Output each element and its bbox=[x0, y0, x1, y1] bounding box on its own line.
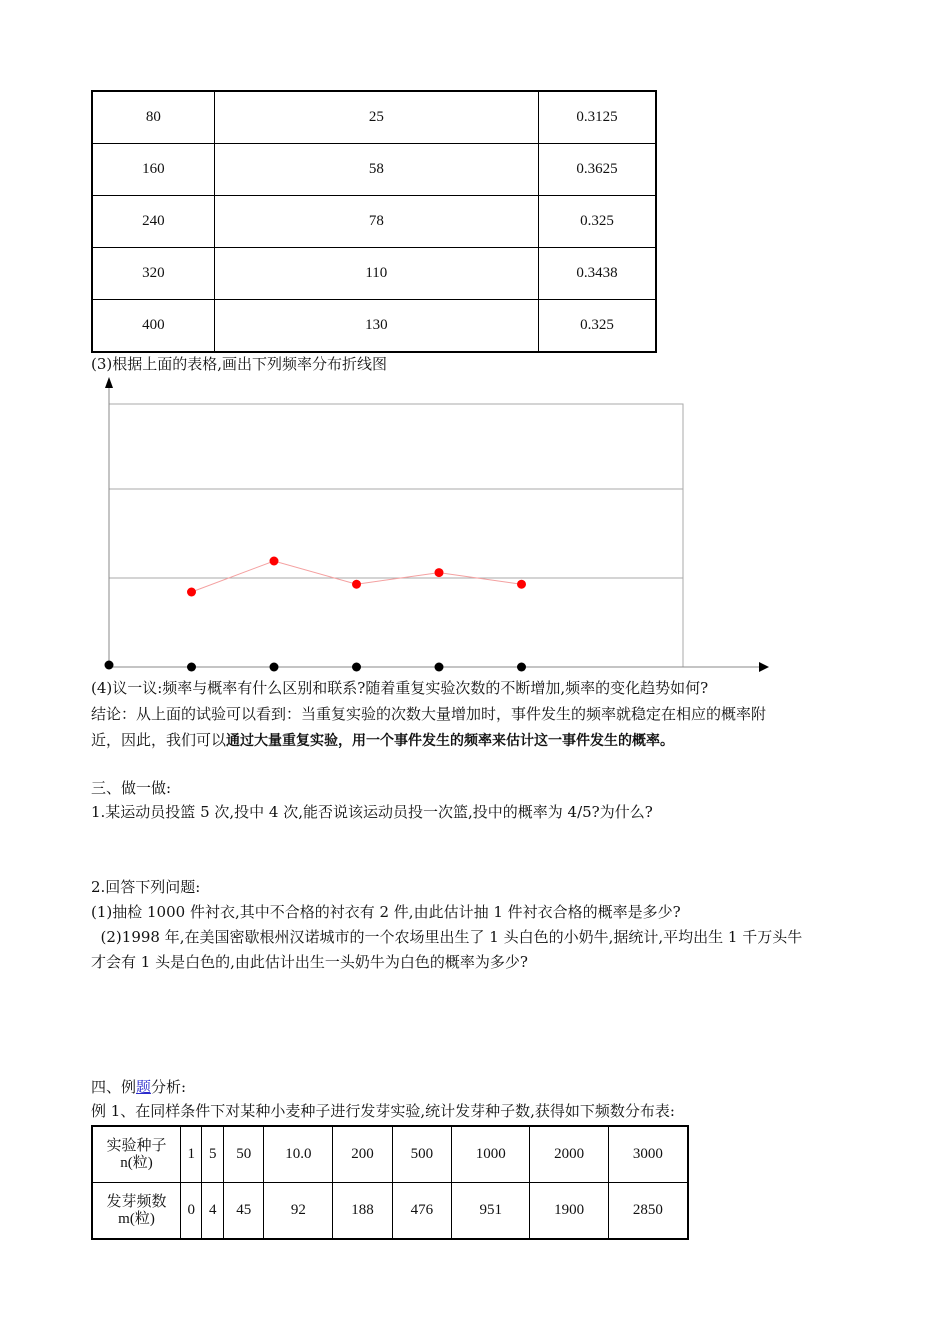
row-header: 实验种子 n(粒) bbox=[92, 1126, 181, 1183]
table-cell: 188 bbox=[333, 1183, 392, 1240]
table-cell: 2000 bbox=[530, 1126, 608, 1183]
table-cell: 1900 bbox=[530, 1183, 608, 1240]
table-cell: 92 bbox=[264, 1183, 333, 1240]
table-cell: 3000 bbox=[608, 1126, 688, 1183]
table-cell: 500 bbox=[392, 1126, 451, 1183]
table-cell: 0.3125 bbox=[538, 91, 656, 144]
data-point bbox=[435, 568, 444, 577]
origin-point bbox=[105, 661, 114, 670]
problem-2-2: (2)1998 年,在美国密歇根州汉诺城市的一个农场里出生了 1 头白色的小奶牛,据统计,平均出生 1 千万头牛 bbox=[91, 928, 803, 946]
conclusion-line-1: 结论：从上面的试验可以看到：当重复实验的次数大量增加时，事件发生的频率就稳定在相应的概率附 bbox=[91, 705, 767, 723]
table-row-n bbox=[92, 1126, 688, 1183]
x-axis-point bbox=[270, 663, 279, 672]
table-cell: 160 bbox=[92, 144, 214, 196]
table-row-m bbox=[92, 1183, 688, 1240]
table-cell: 240 bbox=[92, 196, 214, 248]
table-cell: 45 bbox=[223, 1183, 263, 1240]
plot-frame bbox=[109, 404, 683, 667]
germination-table bbox=[91, 1125, 689, 1240]
question-4: (4)议一议:频率与概率有什么区别和联系?随着重复实验次数的不断增加,频率的变化趋势如何? bbox=[91, 679, 709, 697]
x-axis-point bbox=[187, 663, 196, 672]
conclusion-line-2 bbox=[91, 731, 674, 750]
table-cell: 320 bbox=[92, 248, 214, 300]
section-3-heading: 三、做一做: bbox=[91, 779, 172, 797]
problem-2-2-cont: 才会有 1 头是白色的,由此估计出生一头奶牛为白色的概率为多少? bbox=[91, 953, 528, 971]
table-cell: 1 bbox=[181, 1126, 202, 1183]
example-1: 例 1、在同样条件下对某种小麦种子进行发芽实验,统计发芽种子数,获得如下频数分布表: bbox=[91, 1102, 675, 1120]
table-cell: 10.0 bbox=[264, 1126, 333, 1183]
conclusion-bold: 通过大量重复实验，用一个事件发生的频率来估计这一事件发生的概率。 bbox=[226, 733, 675, 749]
table-cell: 78 bbox=[214, 196, 538, 248]
table-cell: 130 bbox=[214, 300, 538, 353]
problem-2: 2.回答下列问题: bbox=[91, 878, 201, 896]
conclusion-text: 近，因此，我们可以 bbox=[91, 731, 227, 749]
x-axis-point bbox=[435, 663, 444, 672]
heading-text: 四、例 bbox=[91, 1078, 137, 1096]
table-cell: 110 bbox=[214, 248, 538, 300]
data-point bbox=[352, 580, 361, 589]
table-cell: 58 bbox=[214, 144, 538, 196]
table-cell: 0 bbox=[181, 1183, 202, 1240]
y-axis-arrow-icon bbox=[105, 377, 113, 388]
table-cell: 80 bbox=[92, 91, 214, 144]
table-cell: 4 bbox=[202, 1183, 223, 1240]
data-point bbox=[517, 580, 526, 589]
row-header: 发芽频数 m(粒) bbox=[92, 1183, 181, 1240]
table-cell: 200 bbox=[333, 1126, 392, 1183]
data-point bbox=[270, 557, 279, 566]
table-cell: 0.325 bbox=[538, 300, 656, 353]
table-cell: 0.3625 bbox=[538, 144, 656, 196]
table-cell: 0.3438 bbox=[538, 248, 656, 300]
table-cell: 0.325 bbox=[538, 196, 656, 248]
table-cell: 951 bbox=[452, 1183, 530, 1240]
problem-2-1: (1)抽检 1000 件衬衣,其中不合格的衬衣有 2 件,由此估计抽 1 件衬衣合格的概率是多少? bbox=[91, 903, 681, 921]
table-cell: 2850 bbox=[608, 1183, 688, 1240]
question-3: (3)根据上面的表格,画出下列频率分布折线图 bbox=[91, 355, 388, 373]
problem-1: 1.某运动员投篮 5 次,投中 4 次,能否说该运动员投一次篮,投中的概率为 4/5?为什么? bbox=[91, 803, 653, 821]
table-cell: 25 bbox=[214, 91, 538, 144]
section-4-heading bbox=[91, 1078, 186, 1096]
table-cell: 476 bbox=[392, 1183, 451, 1240]
table-cell: 400 bbox=[92, 300, 214, 353]
heading-text-end: 分析: bbox=[151, 1078, 187, 1096]
table-cell: 5 bbox=[202, 1126, 223, 1183]
x-axis-point bbox=[517, 663, 526, 672]
x-axis-arrow-icon bbox=[759, 662, 769, 672]
data-point bbox=[187, 588, 196, 597]
heading-link[interactable]: 题 bbox=[136, 1078, 152, 1096]
table-cell: 1000 bbox=[452, 1126, 530, 1183]
table-cell: 50 bbox=[223, 1126, 263, 1183]
x-axis-point bbox=[352, 663, 361, 672]
